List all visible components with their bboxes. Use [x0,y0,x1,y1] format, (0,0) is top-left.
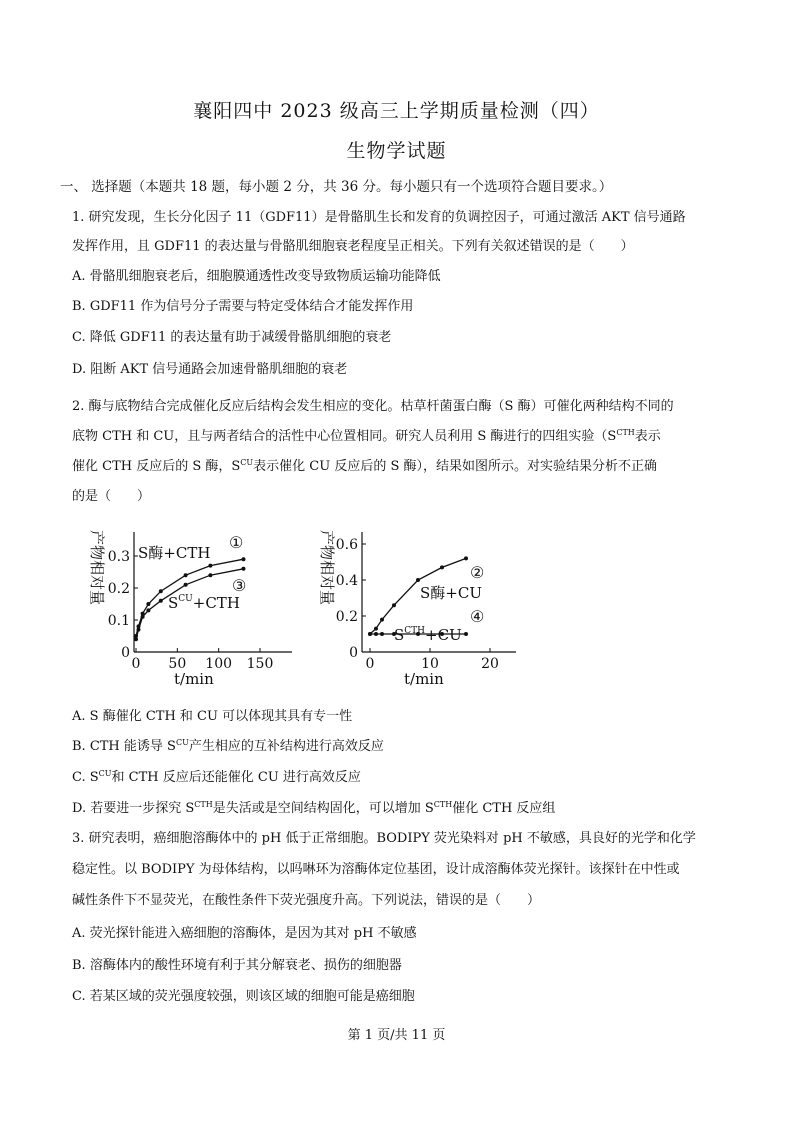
chart1-series1-label: S酶+CTH [138,544,211,562]
data-point [464,632,468,636]
chart2-ylabel: 产物相对量 [318,530,336,606]
data-point [159,599,163,603]
q2-stem-line-1: 2. 酶与底物结合完成催化反应后结构会发生相应的变化。枯草杆菌蛋白酶（S 酶）可催化两种结构不同的 [72,399,674,414]
x-tick-label: 100 [205,656,233,672]
q3-option-c: C. 若某区域的荧光强度较强，则该区域的细胞可能是癌细胞 [72,989,415,1004]
q3-stem-line-2: 稳定性。以 BODIPY 为母体结构，以吗啉环为溶酶体定位基团，设计成溶酶体荧光探针。该探针在中性或 [72,862,680,877]
x-tick-label: 0 [365,656,375,672]
x-tick-label: 150 [246,656,274,672]
section-heading: 一、 选择题（本题共 18 题，每小题 2 分，共 36 分。每小题只有一个选项符合题目要求。） [60,179,613,195]
y-tick-label: 0.1 [107,613,130,629]
y-tick-label: 0.4 [335,573,358,589]
x-tick-label: 50 [168,656,187,672]
chart2-series2-label: $S^{CTH}+CU$ [394,626,462,644]
data-point [208,564,212,568]
q2-option-c: C. $S^{CU}$和 CTH 反应后还能催化 CU 进行高效反应 [72,769,361,785]
chart1-ylabel: 产物相对量 [88,530,106,606]
data-point [159,589,163,593]
y-tick-label: 0 [121,645,130,661]
q2-option-d: D. 若要进一步探究 $S^{CTH}$是失活或是空间结构固化，可以增加 $S^{CTH}$催化 CTH 反应组 [72,800,556,816]
x-tick-label: 20 [481,656,499,672]
data-point [141,615,145,619]
q3-stem-line-1: 3. 研究表明，癌细胞溶酶体中的 pH 低于正常细胞。BODIPY 荧光染料对 pH 不敏感，具良好的光学和化学 [72,831,696,846]
q3-option-b: B. 溶酶体内的酸性环境有利于其分解衰老、损伤的细胞器 [72,958,402,973]
page-title: 襄阳四中 2023 级高三上学期质量检测（四） [193,100,600,122]
q3-stem-line-3: 碱性条件下不显荧光，在酸性条件下荧光强度升高。下列说法，错误的是（ ） [72,893,541,908]
q2-stem-line-4: 的是（ ） [72,489,151,504]
data-point [146,608,150,612]
chart2-series2-marker: ④ [470,607,485,626]
data-point [368,632,372,636]
q2-option-a: A. S 酶催化 CTH 和 CU 可以体现其具有专一性 [72,709,353,724]
q1-option-b: B. GDF11 作为信号分子需要与特定受体结合才能发挥作用 [72,299,414,314]
chart-2 [310,522,530,692]
data-point [416,578,420,582]
y-tick-label: 0.2 [335,609,358,625]
x-tick-label: 10 [421,656,439,672]
q3-option-a: A. 荧光探针能进入癌细胞的溶酶体，是因为其对 pH 不敏感 [72,926,417,941]
data-point [380,618,384,622]
chart2-series1-marker: ② [470,563,485,582]
chart2-xlabel: t/min [404,670,444,688]
y-tick-label: 0.2 [107,581,130,597]
y-tick-label: 0 [349,645,358,661]
chart-1 [78,522,298,692]
q1-stem-line-1: 1. 研究发现，生长分化因子 11（GDF11）是骨骼肌生长和发育的负调控因子，可通过激活 AKT 信号通路 [72,210,686,225]
chart1-series2-marker: ③ [232,576,247,595]
data-point [374,627,378,631]
q2-option-b: B. CTH 能诱导 $S^{CU}$产生相应的互补结构进行高效反应 [72,738,384,754]
chart1-series2-label: $S^{CU}+CTH$ [168,594,240,612]
data-point [464,556,468,560]
data-point [184,583,188,587]
q1-stem-line-2: 发挥作用，且 GDF11 的表达量与骨骼肌细胞衰老程度呈正相关。下列有关叙述错误的是（ ） [72,239,634,254]
q1-option-a: A. 骨骼肌细胞衰老后，细胞膜通透性改变导致物质运输功能降低 [72,269,441,284]
data-point [241,567,245,571]
data-point [374,632,378,636]
q1-option-c: C. 降低 GDF11 的表达量有助于减缓骨骼肌细胞的衰老 [72,330,392,345]
data-point [146,602,150,606]
x-tick-label: 0 [131,656,141,672]
chart1-xlabel: t/min [174,670,214,688]
y-tick-label: 0.6 [335,537,358,553]
q2-stem-line-3: 催化 CTH 反应后的 S 酶，$S^{CU}$表示催化 CU 反应后的 S 酶），结果如图所示。对实验结果分析不正确 [72,458,658,474]
y-tick-label: 0.3 [107,549,130,565]
data-point [184,573,188,577]
chart1-series1-marker: ① [229,533,244,552]
chart2-series1-label: S酶+CU [420,584,482,602]
data-point [380,632,384,636]
data-point [440,565,444,569]
data-point [241,557,245,561]
data-point [134,637,138,641]
q2-stem-line-2: 底物 CTH 和 CU，且与两者结合的活性中心位置相同。研究人员利用 S 酶进行的四组实验（$S^{CTH}$表示 [72,428,661,444]
page-footer: 第 1 页/共 11 页 [347,1028,446,1043]
data-point [208,573,212,577]
data-point [136,628,140,632]
data-point [392,603,396,607]
q1-option-d: D. 阻断 AKT 信号通路会加速骨骼肌细胞的衰老 [72,362,348,377]
page-subtitle: 生物学试题 [346,140,447,162]
